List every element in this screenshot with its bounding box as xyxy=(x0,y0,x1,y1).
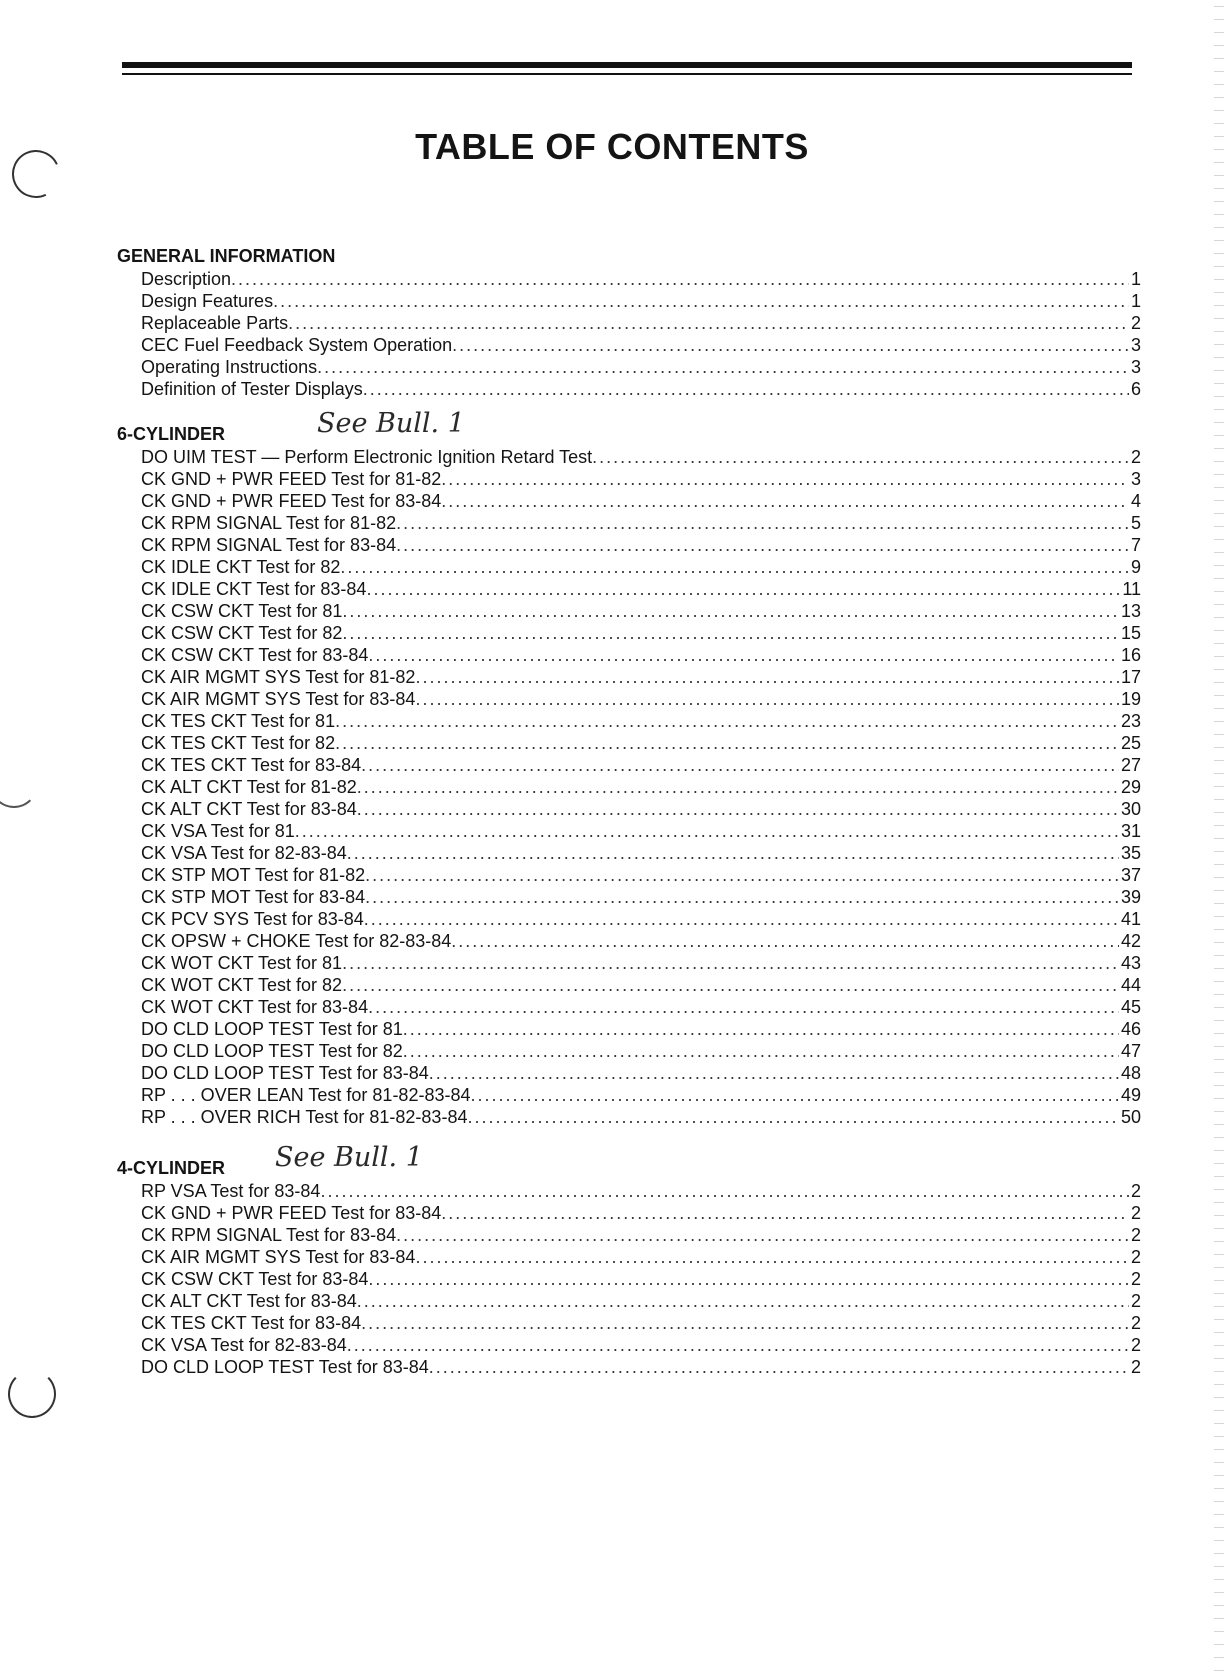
toc-entry[interactable] xyxy=(141,1224,1141,1246)
entry-page: 2 xyxy=(1130,313,1141,333)
entry-page: 37 xyxy=(1120,865,1141,885)
entry-label: CK VSA Test for 82-83-84 xyxy=(141,1335,347,1355)
entry-label: CK WOT CKT Test for 81 xyxy=(141,953,343,973)
entry-label: CK CSW CKT Test for 83-84 xyxy=(141,645,369,665)
toc-entry[interactable] xyxy=(141,688,1141,710)
dot-leader xyxy=(396,534,1129,556)
dot-leader xyxy=(320,1180,1129,1202)
entry-label: CK RPM SIGNAL Test for 83-84 xyxy=(141,1225,397,1245)
toc-entry[interactable] xyxy=(141,1106,1141,1128)
page-title: TABLE OF CONTENTS xyxy=(415,126,809,167)
entry-label: CK ALT CKT Test for 83-84 xyxy=(141,1291,357,1311)
dot-leader xyxy=(347,1334,1129,1356)
entry-page: 50 xyxy=(1120,1107,1141,1127)
dot-leader xyxy=(403,1018,1119,1040)
dot-leader xyxy=(451,930,1119,952)
handwritten-annotation: See Bull. 1 xyxy=(317,408,465,439)
dot-leader xyxy=(357,1290,1129,1312)
entry-page: 2 xyxy=(1130,1269,1141,1289)
dot-leader xyxy=(441,1202,1129,1224)
entry-page: 5 xyxy=(1130,513,1141,533)
toc-entry[interactable] xyxy=(141,1356,1141,1378)
section-header xyxy=(117,408,1141,446)
entry-label: CK PCV SYS Test for 83-84 xyxy=(141,909,364,929)
entry-label: CK TES CKT Test for 81 xyxy=(141,711,336,731)
dot-leader xyxy=(415,688,1119,710)
dot-leader xyxy=(441,468,1129,490)
toc-entry[interactable] xyxy=(141,820,1141,842)
entry-page: 15 xyxy=(1120,623,1141,643)
entry-page: 2 xyxy=(1130,1203,1141,1223)
dot-leader xyxy=(364,908,1119,930)
toc-entry[interactable] xyxy=(141,930,1141,952)
dot-leader xyxy=(363,378,1129,400)
entry-page: 2 xyxy=(1130,1291,1141,1311)
top-rule-thick xyxy=(122,62,1132,68)
binder-hole-bottom xyxy=(8,1370,56,1418)
dot-leader xyxy=(415,1246,1129,1268)
entry-label: CK CSW CKT Test for 82 xyxy=(141,623,343,643)
toc-entry[interactable] xyxy=(141,754,1141,776)
entry-page: 2 xyxy=(1130,1313,1141,1333)
entry-label: Design Features xyxy=(141,291,274,311)
dot-leader xyxy=(342,622,1119,644)
entry-page: 19 xyxy=(1120,689,1141,709)
entry-page: 2 xyxy=(1130,1225,1141,1245)
toc-entry[interactable] xyxy=(141,798,1141,820)
entry-label: DO CLD LOOP TEST Test for 82 xyxy=(141,1041,403,1061)
entry-page: 16 xyxy=(1120,645,1141,665)
dot-leader xyxy=(273,290,1129,312)
dot-leader xyxy=(317,356,1129,378)
entry-label: CK WOT CKT Test for 82 xyxy=(141,975,343,995)
entry-page: 2 xyxy=(1130,447,1141,467)
entry-label: DO UIM TEST — Perform Electronic Ignition Retard Test xyxy=(141,447,593,467)
entry-label: CK ALT CKT Test for 83-84 xyxy=(141,799,357,819)
entry-label: RP VSA Test for 83-84 xyxy=(141,1181,321,1201)
entry-page: 9 xyxy=(1130,557,1141,577)
toc-entry[interactable] xyxy=(141,490,1141,512)
dot-leader xyxy=(441,490,1129,512)
entry-page: 48 xyxy=(1120,1063,1141,1083)
entry-label: DO CLD LOOP TEST Test for 83-84 xyxy=(141,1063,429,1083)
toc-entry[interactable] xyxy=(141,776,1141,798)
dot-leader xyxy=(467,1106,1119,1128)
entry-page: 2 xyxy=(1130,1357,1141,1377)
entry-label: CK IDLE CKT Test for 83-84 xyxy=(141,579,367,599)
toc-entry[interactable] xyxy=(141,1312,1141,1334)
entry-label: CK ALT CKT Test for 81-82 xyxy=(141,777,357,797)
toc-entry[interactable] xyxy=(141,1334,1141,1356)
entry-label: Replaceable Parts xyxy=(141,313,289,333)
dot-leader xyxy=(288,312,1129,334)
section-4-cylinder xyxy=(117,1142,1141,1378)
dot-leader xyxy=(361,754,1119,776)
section-6-cylinder xyxy=(117,408,1141,1128)
section-header xyxy=(117,244,1141,268)
toc-entry[interactable] xyxy=(141,268,1141,290)
toc-entry[interactable] xyxy=(141,1246,1141,1268)
toc-entry[interactable] xyxy=(141,556,1141,578)
toc-entry[interactable] xyxy=(141,446,1141,468)
entry-label: CK AIR MGMT SYS Test for 83-84 xyxy=(141,689,416,709)
section-heading: GENERAL INFORMATION xyxy=(117,246,336,266)
toc-entry[interactable] xyxy=(141,1290,1141,1312)
entry-page: 35 xyxy=(1120,843,1141,863)
entry-label: CK CSW CKT Test for 83-84 xyxy=(141,1269,369,1289)
toc-entry[interactable] xyxy=(141,290,1141,312)
toc-entry[interactable] xyxy=(141,886,1141,908)
entry-page: 3 xyxy=(1130,469,1141,489)
entry-page: 31 xyxy=(1120,821,1141,841)
entry-label: CK RPM SIGNAL Test for 83-84 xyxy=(141,535,397,555)
dot-leader xyxy=(368,996,1119,1018)
dot-leader xyxy=(231,268,1129,290)
entry-page: 42 xyxy=(1120,931,1141,951)
entry-page: 17 xyxy=(1120,667,1141,687)
dot-leader xyxy=(342,600,1119,622)
entry-page: 30 xyxy=(1120,799,1141,819)
toc-entry[interactable] xyxy=(141,356,1141,378)
toc-entry[interactable] xyxy=(141,1040,1141,1062)
entry-page: 47 xyxy=(1120,1041,1141,1061)
entry-label: Operating Instructions xyxy=(141,357,318,377)
dot-leader xyxy=(365,864,1119,886)
toc-entry[interactable] xyxy=(141,952,1141,974)
dot-leader xyxy=(340,556,1129,578)
handwritten-annotation: See Bull. 1 xyxy=(275,1142,423,1173)
toc-entry[interactable] xyxy=(141,710,1141,732)
entry-page: 43 xyxy=(1120,953,1141,973)
entry-page: 11 xyxy=(1122,579,1141,599)
dot-leader xyxy=(396,1224,1129,1246)
dot-leader xyxy=(357,798,1119,820)
entry-label: DO CLD LOOP TEST Test for 81 xyxy=(141,1019,403,1039)
toc-entry[interactable] xyxy=(141,974,1141,996)
entry-label: CK GND + PWR FEED Test for 81-82 xyxy=(141,469,442,489)
dot-leader xyxy=(342,952,1119,974)
entry-label: Description xyxy=(141,269,232,289)
dot-leader xyxy=(429,1356,1129,1378)
toc-entry[interactable] xyxy=(141,842,1141,864)
toc-entry[interactable] xyxy=(141,378,1141,400)
dot-leader xyxy=(470,1084,1118,1106)
entry-page: 1 xyxy=(1130,269,1141,289)
entry-page: 13 xyxy=(1120,601,1141,621)
dot-leader xyxy=(415,666,1119,688)
toc-entry[interactable] xyxy=(141,732,1141,754)
entry-page: 41 xyxy=(1120,909,1141,929)
entry-page: 46 xyxy=(1120,1019,1141,1039)
dot-leader xyxy=(429,1062,1119,1084)
section-heading: 4-CYLINDER xyxy=(117,1158,226,1178)
dot-leader xyxy=(368,1268,1129,1290)
dot-leader xyxy=(592,446,1129,468)
entry-label: CEC Fuel Feedback System Operation xyxy=(141,335,453,355)
entry-label: DO CLD LOOP TEST Test for 83-84 xyxy=(141,1357,429,1377)
entry-label: CK STP MOT Test for 83-84 xyxy=(141,887,366,907)
toc-entry[interactable] xyxy=(141,312,1141,334)
binder-hole-middle xyxy=(0,760,38,808)
dot-leader xyxy=(295,820,1119,842)
dot-leader xyxy=(335,732,1119,754)
toc-entry[interactable] xyxy=(141,578,1141,600)
entry-label: CK RPM SIGNAL Test for 81-82 xyxy=(141,513,397,533)
page-edge-texture xyxy=(1214,0,1224,1680)
dot-leader xyxy=(347,842,1119,864)
entry-page: 7 xyxy=(1130,535,1141,555)
entry-label: CK AIR MGMT SYS Test for 81-82 xyxy=(141,667,416,687)
dot-leader xyxy=(366,578,1120,600)
toc-entry[interactable] xyxy=(141,468,1141,490)
entry-page: 6 xyxy=(1130,379,1141,399)
dot-leader xyxy=(342,974,1119,996)
toc-entry[interactable] xyxy=(141,600,1141,622)
section-heading: 6-CYLINDER xyxy=(117,424,226,444)
toc-entry[interactable] xyxy=(141,996,1141,1018)
toc-entry[interactable] xyxy=(141,864,1141,886)
entry-list xyxy=(141,1180,1141,1378)
toc-entry[interactable] xyxy=(141,622,1141,644)
entry-label: CK VSA Test for 82-83-84 xyxy=(141,843,347,863)
toc-entry[interactable] xyxy=(141,908,1141,930)
entry-page: 39 xyxy=(1120,887,1141,907)
entry-label: CK OPSW + CHOKE Test for 82-83-84 xyxy=(141,931,452,951)
dot-leader xyxy=(357,776,1119,798)
dot-leader xyxy=(365,886,1119,908)
entry-page: 3 xyxy=(1130,357,1141,377)
toc-entry[interactable] xyxy=(141,644,1141,666)
toc-entry[interactable] xyxy=(141,534,1141,556)
section-header xyxy=(117,1142,1141,1180)
dot-leader xyxy=(452,334,1129,356)
entry-page: 1 xyxy=(1130,291,1141,311)
toc-entry[interactable] xyxy=(141,1018,1141,1040)
toc-entry[interactable] xyxy=(141,1084,1141,1106)
entry-page: 2 xyxy=(1130,1181,1141,1201)
entry-label: RP . . . OVER LEAN Test for 81-82-83-84 xyxy=(141,1085,471,1105)
section-general-information xyxy=(117,244,1141,400)
entry-label: CK GND + PWR FEED Test for 83-84 xyxy=(141,491,442,511)
toc-entry[interactable] xyxy=(141,334,1141,356)
top-rule-thin xyxy=(122,73,1132,75)
entry-page: 2 xyxy=(1130,1247,1141,1267)
toc-entry[interactable] xyxy=(141,1268,1141,1290)
dot-leader xyxy=(403,1040,1119,1062)
entry-page: 29 xyxy=(1120,777,1141,797)
entry-label: CK TES CKT Test for 82 xyxy=(141,733,336,753)
entry-label: CK VSA Test for 81 xyxy=(141,821,295,841)
entry-list xyxy=(141,268,1141,400)
dot-leader xyxy=(396,512,1129,534)
toc-entry[interactable] xyxy=(141,1180,1141,1202)
dot-leader xyxy=(368,644,1119,666)
toc-entry[interactable] xyxy=(141,1062,1141,1084)
entry-page: 2 xyxy=(1130,1335,1141,1355)
toc-entry[interactable] xyxy=(141,1202,1141,1224)
entry-page: 44 xyxy=(1120,975,1141,995)
toc-entry[interactable] xyxy=(141,666,1141,688)
entry-label: CK CSW CKT Test for 81 xyxy=(141,601,343,621)
entry-label: CK WOT CKT Test for 83-84 xyxy=(141,997,369,1017)
toc-entry[interactable] xyxy=(141,512,1141,534)
entry-label: CK TES CKT Test for 83-84 xyxy=(141,1313,362,1333)
entry-page: 45 xyxy=(1120,997,1141,1017)
dot-leader xyxy=(361,1312,1129,1334)
dot-leader xyxy=(335,710,1119,732)
entry-label: CK AIR MGMT SYS Test for 83-84 xyxy=(141,1247,416,1267)
entry-label: RP . . . OVER RICH Test for 81-82-83-84 xyxy=(141,1107,468,1127)
entry-page: 4 xyxy=(1130,491,1141,511)
entry-label: CK STP MOT Test for 81-82 xyxy=(141,865,366,885)
entry-label: CK IDLE CKT Test for 82 xyxy=(141,557,341,577)
entry-page: 23 xyxy=(1120,711,1141,731)
entry-page: 3 xyxy=(1130,335,1141,355)
entry-list xyxy=(141,446,1141,1128)
entry-label: CK TES CKT Test for 83-84 xyxy=(141,755,362,775)
entry-label: CK GND + PWR FEED Test for 83-84 xyxy=(141,1203,442,1223)
entry-page: 49 xyxy=(1120,1085,1141,1105)
entry-page: 25 xyxy=(1120,733,1141,753)
entry-page: 27 xyxy=(1120,755,1141,775)
entry-label: Definition of Tester Displays xyxy=(141,379,363,399)
